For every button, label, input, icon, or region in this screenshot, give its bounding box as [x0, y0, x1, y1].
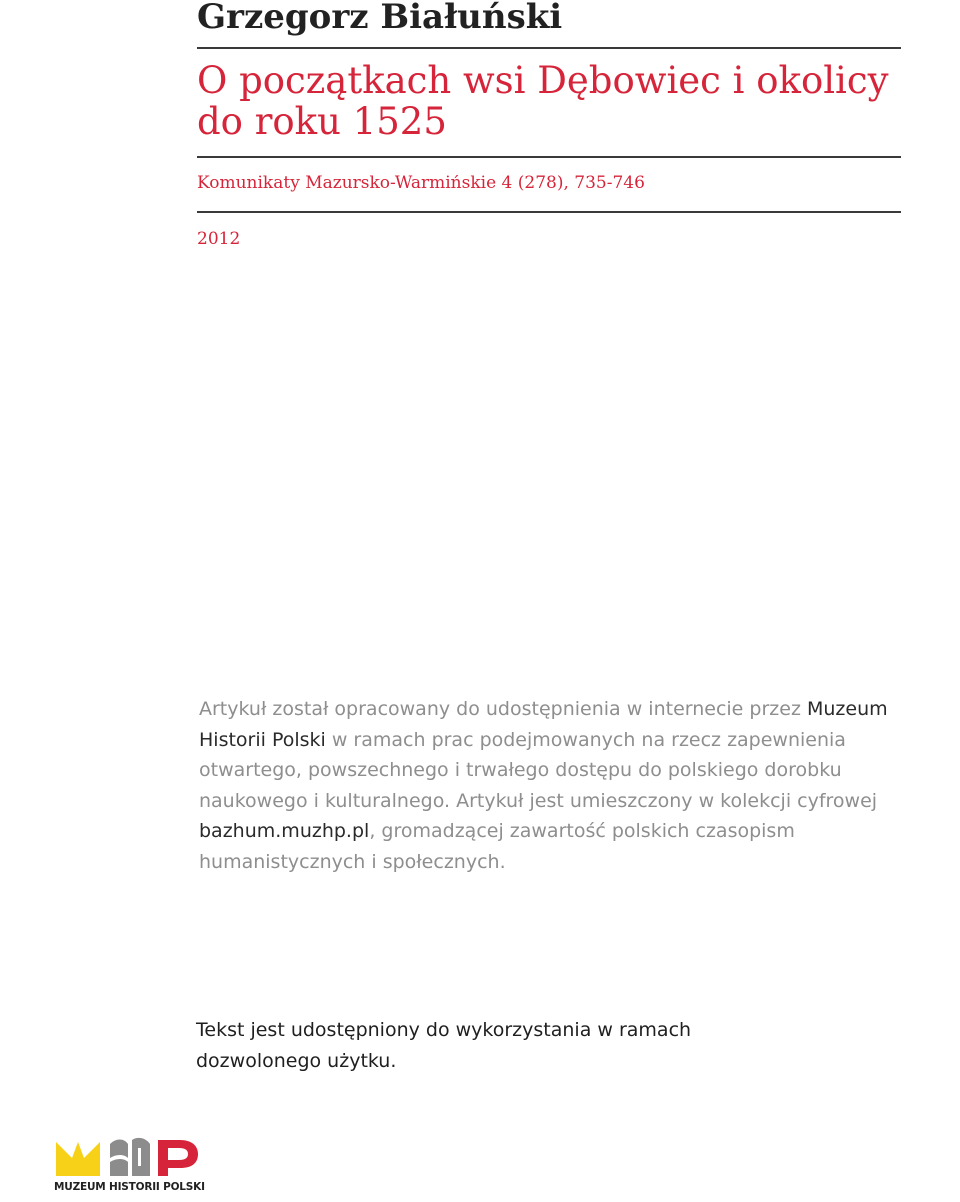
divider-rule [197, 47, 901, 49]
logo-p-shape [158, 1140, 198, 1176]
author-name: Grzegorz Białuński [197, 0, 563, 37]
collection-link[interactable]: bazhum.muzhp.pl [199, 820, 370, 842]
museum-logo-icon [54, 1136, 204, 1178]
notice-text: Artykuł został opracowany do udostępnienia w internecie przez [199, 698, 807, 720]
publication-year: 2012 [197, 229, 241, 249]
article-title: O początkach wsi Dębowiec i okolicy do roku 1525 [197, 59, 889, 143]
logo-wing-shape [110, 1140, 128, 1159]
notice-text: , gromadzącej zawartość polskich czasopism humanistycznych i społecznych. [199, 820, 795, 873]
museum-name: Muzeum Historii Polski [199, 698, 888, 751]
logo-crown-shape [56, 1142, 100, 1176]
notice-text: w ramach prac podejmowanych na rzecz zapewnienia otwartego, powszechnego i trwałego dostępu do polskiego dorobku naukowego i kulturalnego. Artykuł jest umieszczony w kolekcji cyfrowej [199, 728, 878, 812]
digitization-notice [199, 694, 899, 877]
divider-rule [197, 156, 901, 158]
logo-caption: MUZEUM HISTORII POLSKI [54, 1181, 205, 1193]
logo-wing-shape [110, 1159, 128, 1176]
museum-logo [54, 1136, 204, 1194]
usage-notice: Tekst jest udostępniony do wykorzystania w ramach dozwolonego użytku. [196, 1019, 692, 1072]
divider-rule [197, 211, 901, 213]
journal-citation: Komunikaty Mazursko-Warmińskie 4 (278), 735-746 [197, 173, 645, 193]
